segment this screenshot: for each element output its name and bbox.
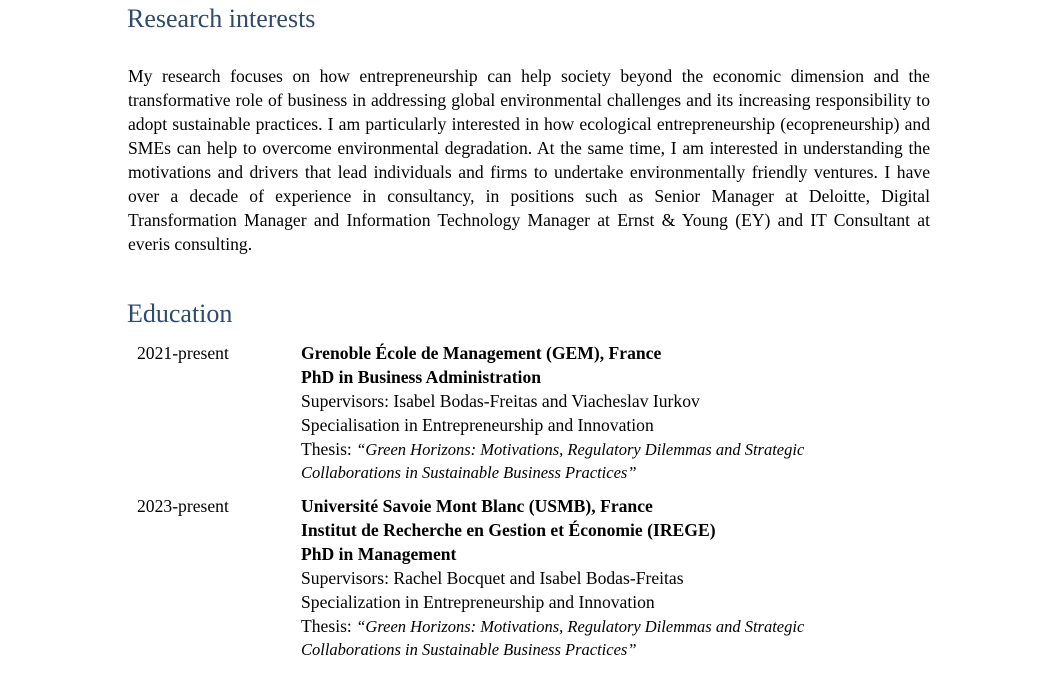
education-details [301, 341, 941, 485]
thesis-title-line-1: “Green Horizons: Motivations, Regulatory Dilemmas and Strategic [356, 617, 805, 636]
education-institute: Institut de Recherche en Gestion et Économie (IREGE) [301, 520, 716, 540]
education-thesis [301, 614, 941, 638]
thesis-title-line-2: Collaborations in Sustainable Business Practices” [301, 640, 637, 659]
education-date: 2021-present [137, 343, 229, 363]
research-interests-heading: Research interests [127, 4, 316, 33]
education-date: 2023-present [137, 496, 229, 516]
education-supervisors: Supervisors: Isabel Bodas-Freitas and Viacheslav Iurkov [301, 391, 700, 411]
research-interests-paragraph: My research focuses on how entrepreneurship can help society beyond the economic dimension and the transformative role of business in addressing global environmental challenges and its increasing responsibility to adopt sustainable practices. I am particularly interested in how ecological entrepreneurship (ecopreneurship) and SMEs can help to overcome environmental degradation. At the same time, I am interested in understanding the motivations and drivers that lead individuals and firms to undertake environmentally friendly ventures. I have over a decade of experience in consultancy, in positions such as Senior Manager at Deloitte, Digital Transformation Manager and Information Technology Manager at Ernst & Young (EY) and IT Consultant at everis consulting. [128, 66, 930, 254]
education-degree: PhD in Business Administration [301, 367, 542, 387]
education-details [301, 494, 941, 662]
education-heading: Education [127, 299, 233, 328]
thesis-title-line-1: “Green Horizons: Motivations, Regulatory Dilemmas and Strategic [356, 440, 805, 459]
education-supervisors: Supervisors: Rachel Bocquet and Isabel Bodas-Freitas [301, 568, 684, 588]
education-specialisation: Specialization in Entrepreneurship and Innovation [301, 592, 655, 612]
thesis-label: Thesis: [301, 439, 357, 459]
thesis-title-line-2: Collaborations in Sustainable Business Practices” [301, 463, 637, 482]
education-institution: Grenoble École de Management (GEM), France [301, 343, 662, 363]
education-specialisation: Specialisation in Entrepreneurship and Innovation [301, 415, 654, 435]
thesis-label: Thesis: [301, 616, 357, 636]
education-thesis [301, 437, 941, 461]
education-institution: Université Savoie Mont Blanc (USMB), France [301, 496, 653, 516]
education-degree: PhD in Management [301, 544, 457, 564]
